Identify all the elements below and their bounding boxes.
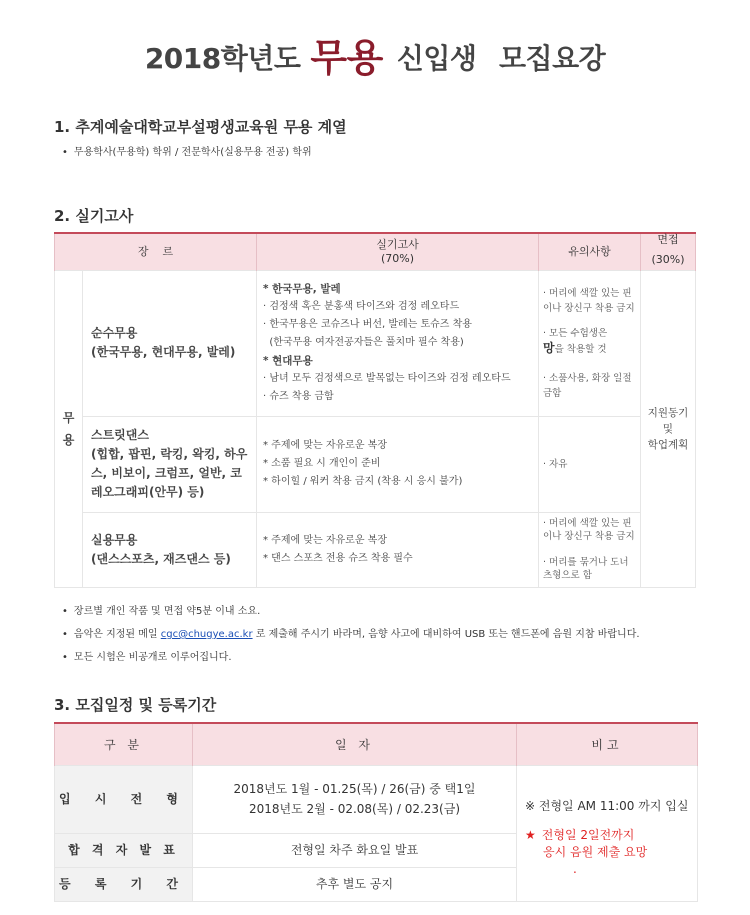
header-interview-label: 면접 [657, 232, 679, 246]
note-item: • 모든 시험은 비공개로 이루어집니다. [62, 646, 640, 669]
schedule-table-header [55, 723, 698, 765]
header-date: 일 자 [193, 723, 517, 765]
exam-table-header [55, 233, 696, 270]
schedule-label: 합 격 자 발 표 [55, 833, 193, 867]
table-row [55, 270, 696, 416]
remark-block [525, 827, 697, 878]
header-genre: 장 르 [55, 233, 257, 270]
category-cell: 무 용 [55, 270, 83, 587]
exam-line: · 슈즈 착용 금함 [263, 391, 334, 402]
header-notes: 유의사항 [539, 233, 641, 270]
remark-line: 응시 음원 제출 요망 [543, 845, 648, 859]
date-line: 2018년도 1월 - 01.25(목) / 26(금) 중 택1일 [233, 782, 476, 796]
schedule-date: 전형일 차주 화요일 발표 [193, 833, 517, 867]
email-link[interactable]: cgc@chugye.ac.kr [160, 629, 253, 640]
exam-line: · 남녀 모두 검정색으로 발목없는 타이즈와 검정 레오타드 [263, 373, 511, 384]
genre-cell: 순수무용 (한국무용, 현대무용, 발레) [83, 270, 257, 416]
exam-line: * 현대무용 [263, 355, 313, 367]
email-note-after: 로 제출해 주시기 바라며, 음향 사고에 대비하여 USB 또는 핸드폰에 음원 지참 바랍니다. [252, 629, 640, 640]
exam-cell [257, 416, 539, 512]
remark-line: ※ 전형일 AM 11:00 까지 입실 [525, 799, 689, 813]
exam-line: * 소품 필요 시 개인이 준비 [263, 458, 381, 469]
genre-cell: 실용무용 (댄스스포츠, 재즈댄스 등) [83, 512, 257, 587]
note-line: · 소품사용, 화장 일절 금함 [543, 372, 632, 399]
note-item: • 장르별 개인 작품 및 면접 약5분 이내 소요. [62, 600, 640, 623]
exam-cell [257, 512, 539, 587]
title-middle: 신입생 [396, 42, 477, 75]
schedule-table [54, 722, 698, 902]
exam-line: (한국무용 여자전공자들은 풀치마 필수 착용) [263, 337, 464, 348]
note-line: 을 착용할 것 [554, 343, 607, 355]
schedule-label: 등 록 기 간 [55, 867, 193, 901]
date-line: 2018년도 2월 - 02.08(목) / 02.23(금) [248, 802, 460, 816]
header-remark: 비고 [517, 723, 698, 765]
remark-line: . [573, 862, 577, 876]
header-exam-label: 실기고사 [376, 237, 419, 251]
schedule-date [193, 765, 517, 833]
remark-line: 전형일 2일전까지 [541, 828, 635, 842]
note-line: · 머리에 색깔 있는 핀이나 장신구 착용 금지 [543, 287, 635, 314]
table-row [55, 416, 696, 512]
exam-line: * 하이힐 / 워커 착용 금지 (착용 시 응시 불가) [263, 476, 463, 487]
table-row [55, 512, 696, 587]
exam-line: * 주제에 맞는 자유로운 복장 [263, 440, 387, 451]
header-category: 구 분 [55, 723, 193, 765]
email-note-before: 음악은 지정된 메일 [73, 629, 161, 640]
section3-heading: 3. 모집일정 및 등록기간 [54, 696, 217, 714]
exam-table [54, 232, 696, 588]
page-title [0, 24, 750, 79]
section1-bullet: • 무용학사(무용학) 학위 / 전문학사(실용무용 전공) 학위 [62, 143, 312, 158]
header-interview-pct: (30%) [651, 252, 685, 266]
header-exam-pct: (70%) [380, 251, 415, 265]
note-emphasis: 망 [543, 340, 555, 355]
note-item-email [62, 623, 640, 646]
title-suffix: 모집요강 [498, 42, 606, 75]
section2-heading: 2. 실기고사 [54, 207, 134, 225]
exam-line: * 댄스 스포츠 전용 슈즈 착용 필수 [263, 552, 413, 564]
title-highlight: 무용 [310, 36, 383, 80]
schedule-date: 추후 별도 공지 [193, 867, 517, 901]
title-prefix: 2018학년도 [144, 42, 301, 75]
exam-notes [62, 600, 640, 669]
header-interview [641, 233, 696, 270]
section1-heading: 1. 추계예술대학교부설평생교육원 무용 계열 [54, 118, 347, 136]
schedule-label: 입 시 전 형 [55, 765, 193, 833]
genre-cell: 스트릿댄스 (힙합, 팝핀, 락킹, 왁킹, 하우스, 비보이, 크럼프, 얼반, 코레오그래피(안무) 등) [83, 416, 257, 512]
exam-line: · 한국무용은 코슈즈나 버선, 발레는 토슈즈 착용 [263, 319, 472, 330]
exam-line: * 한국무용, 발레 [263, 283, 341, 295]
star-icon: ★ [525, 828, 536, 842]
header-exam [257, 233, 539, 270]
notes-cell: · 머리에 색깔 있는 핀이나 장신구 착용 금지 · 머리를 묶거나 도너츠형으로 함 [539, 512, 641, 587]
exam-line: * 주제에 맞는 자유로운 복장 [263, 534, 387, 546]
notes-cell: · 자유 [539, 416, 641, 512]
exam-cell [257, 270, 539, 416]
interview-cell: 지원동기 및 학업계획 [641, 270, 696, 587]
note-line: · 모든 수험생은 [543, 327, 608, 339]
notes-cell [539, 270, 641, 416]
table-row [55, 765, 698, 833]
schedule-remark [517, 765, 698, 901]
exam-line: · 검정색 혹은 분홍색 타이즈와 검정 레오타드 [263, 301, 460, 312]
note-line-wrap [543, 326, 636, 357]
